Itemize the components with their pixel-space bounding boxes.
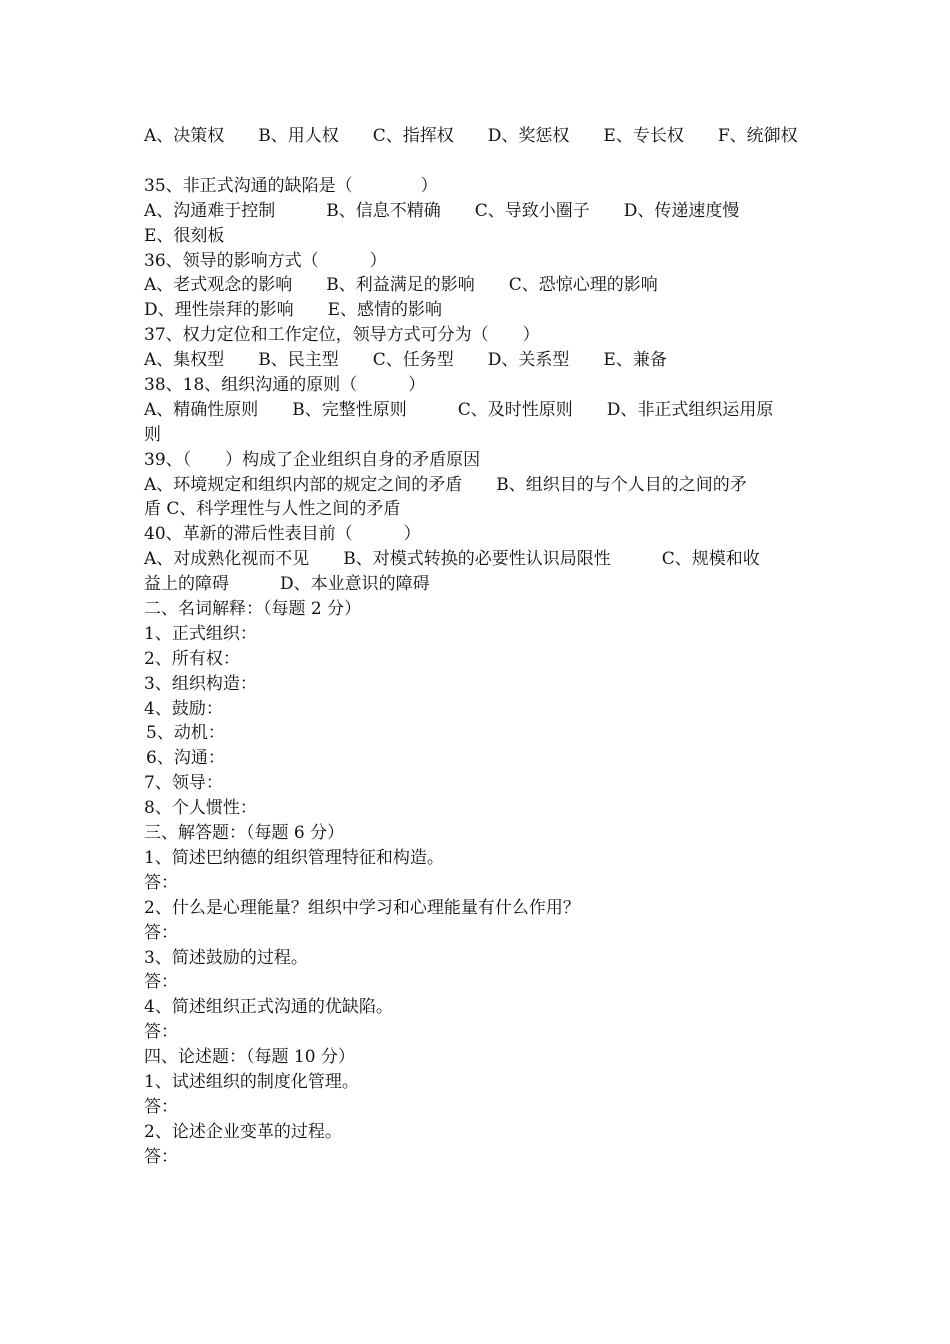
q40-question: 40、革新的滞后性表目前（ ） <box>144 524 421 545</box>
q37-options: A、集权型 B、民主型 C、任务型 D、关系型 E、兼备 <box>144 350 667 371</box>
q36-options-line2: D、理性崇拜的影响 E、感情的影响 <box>144 300 443 321</box>
essay-1: 1、试述组织的制度化管理。 <box>144 1071 359 1092</box>
short-answer-4: 4、简述组织正式沟通的优缺陷。 <box>144 997 393 1018</box>
q39-options-line1: A、环境规定和组织内部的规定之间的矛盾 B、组织目的与个人目的之间的矛 <box>144 474 747 495</box>
q39-options-line2: 盾 C、科学理性与人性之间的矛盾 <box>144 499 401 520</box>
document-body <box>144 124 809 1170</box>
q37-question: 37、权力定位和工作定位，领导方式可分为（ ） <box>144 325 540 346</box>
answer-label: 答： <box>144 1146 178 1167</box>
q36-question: 36、领导的影响方式（ ） <box>144 250 387 271</box>
q38-options-line1: A、精确性原则 B、完整性原则 C、及时性原则 D、非正式组织运用原 <box>144 399 774 420</box>
q38-options-line2: 则 <box>144 424 161 445</box>
short-answer-1: 1、简述巴纳德的组织管理特征和构造。 <box>144 847 444 868</box>
answer-label: 答： <box>144 972 178 993</box>
section-2-heading: 二、名词解释：（每题 2 分） <box>144 599 362 620</box>
answer-label: 答： <box>144 1096 178 1117</box>
short-answer-2: 2、什么是心理能量？组织中学习和心理能量有什么作用？ <box>144 897 580 918</box>
term-3: 3、组织构造： <box>144 673 257 694</box>
q34-options: A、决策权 B、用人权 C、指挥权 D、奖惩权 E、专长权 F、统御权 <box>144 126 798 146</box>
section-3-heading: 三、解答题：（每题 6 分） <box>144 823 345 844</box>
q36-options-line1: A、老式观念的影响 B、利益满足的影响 C、恐惊心理的影响 <box>144 275 658 296</box>
q40-options-line1: A、对成熟化视而不见 B、对模式转换的必要性认识局限性 C、规模和收 <box>144 549 760 570</box>
q35-options-line2: E、很刻板 <box>144 225 225 246</box>
q39-question: 39、（ ）构成了企业组织自身的矛盾原因 <box>144 449 481 470</box>
term-4: 4、鼓励： <box>144 698 223 719</box>
answer-label: 答： <box>144 872 178 893</box>
term-2: 2、所有权： <box>144 648 240 669</box>
answer-label: 答： <box>144 1022 178 1043</box>
short-answer-3: 3、简述鼓励的过程。 <box>144 947 308 968</box>
term-5: 5、动机： <box>146 723 225 744</box>
term-1: 1、正式组织： <box>144 623 257 644</box>
q35-options-line1: A、沟通难于控制 B、信息不精确 C、导致小圈子 D、传递速度慢 <box>144 200 740 221</box>
term-6: 6、沟通： <box>146 748 225 769</box>
q40-options-line2: 益上的障碍 D、本业意识的障碍 <box>144 574 430 595</box>
section-4-heading: 四、论述题：（每题 10 分） <box>144 1047 355 1068</box>
q35-question: 35、非正式沟通的缺陷是（ ） <box>144 175 438 196</box>
term-7: 7、领导： <box>144 773 223 794</box>
answer-label: 答： <box>144 922 178 943</box>
essay-2: 2、论述企业变革的过程。 <box>144 1121 342 1142</box>
q38-question: 38、18、组织沟通的原则（ ） <box>144 375 426 396</box>
term-8: 8、个人惯性： <box>144 798 257 819</box>
